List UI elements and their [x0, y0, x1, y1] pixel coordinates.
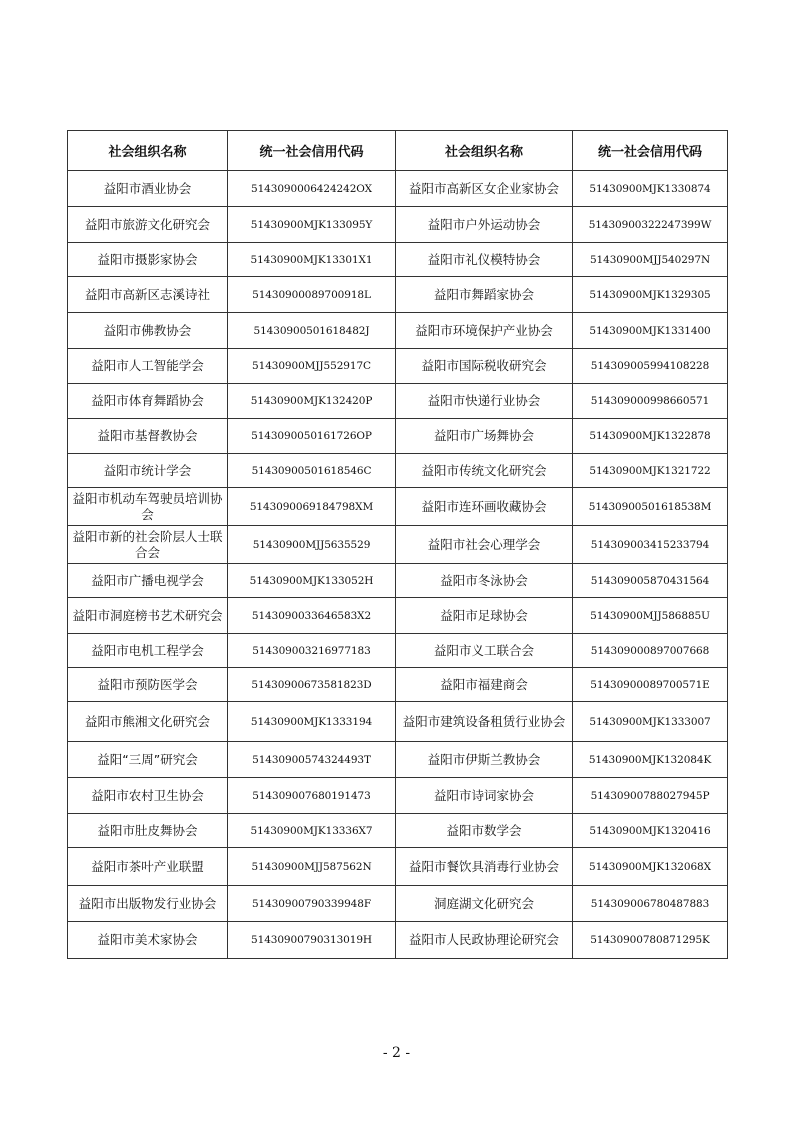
- credit-code-cell: 51430900MJK1330874: [573, 171, 728, 207]
- credit-code-cell: 51430900089700918L: [228, 277, 396, 313]
- credit-code-cell: 51430900MJJ540297N: [573, 243, 728, 277]
- credit-code-cell: 51430900587043​1564: [573, 564, 728, 598]
- credit-code-cell: 514309005016185​38M: [573, 488, 728, 526]
- credit-code-cell: 51430900099866057​1: [573, 384, 728, 419]
- org-name-cell: 益阳市洞庭榜书艺术研究会: [68, 598, 228, 634]
- credit-code-cell: 51430900501618546C: [228, 454, 396, 488]
- credit-code-cell: 51430900790339948F: [228, 886, 396, 922]
- table-row: [68, 886, 728, 922]
- org-name-cell: 益阳市农村卫生协会: [68, 778, 228, 814]
- table-row: [68, 564, 728, 598]
- credit-code-cell: 51430900MJJ587562N: [228, 848, 396, 886]
- org-name-cell: 益阳市快递行业协会: [396, 384, 573, 419]
- org-name-cell: 益阳市连环画收藏协会: [396, 488, 573, 526]
- col-header-org-name: 社会组织名称: [396, 131, 573, 171]
- org-name-cell: 益阳市高新区女企业家协会: [396, 171, 573, 207]
- table-row: [68, 598, 728, 634]
- org-name-cell: 益阳市舞蹈家协会: [396, 277, 573, 313]
- org-name-cell: 益阳市佛教协会: [68, 313, 228, 349]
- table-row: [68, 454, 728, 488]
- table-row: [68, 384, 728, 419]
- credit-code-cell: 51430900MJJ586885U: [573, 598, 728, 634]
- credit-code-cell: 51430900089700​7668: [573, 634, 728, 668]
- org-name-cell: 益阳市福建商会: [396, 668, 573, 702]
- org-name-cell: 益阳市预防医学会: [68, 668, 228, 702]
- credit-code-cell: 5143090008970057​1E: [573, 668, 728, 702]
- credit-code-cell: 51430900336465​83X2: [228, 598, 396, 634]
- table-row: [68, 313, 728, 349]
- table-row: [68, 277, 728, 313]
- org-name-cell: 益阳市基督教协会: [68, 419, 228, 454]
- org-name-cell: 益阳市肚皮舞协会: [68, 814, 228, 848]
- credit-code-cell: 514309006918479​8XM: [228, 488, 396, 526]
- org-name-cell: 益阳市户外运动协会: [396, 207, 573, 243]
- org-name-cell: 益阳市环境保护产业协会: [396, 313, 573, 349]
- org-name-cell: 洞庭湖文化研究会: [396, 886, 573, 922]
- org-name-cell: 益阳市传统文化研究会: [396, 454, 573, 488]
- org-name-cell: 益阳市数学会: [396, 814, 573, 848]
- org-name-cell: 益阳市出版物发行业协会: [68, 886, 228, 922]
- credit-code-cell: 51430900MJK13301X1: [228, 243, 396, 277]
- credit-code-cell: 51430900MJK1322878: [573, 419, 728, 454]
- org-name-cell: 益阳市高新区志溪诗社: [68, 277, 228, 313]
- org-name-cell: 益阳市机动车驾驶员培训协会: [68, 488, 228, 526]
- org-name-cell: 益阳市建筑设备租赁行业协会: [396, 702, 573, 742]
- org-name-cell: 益阳市电机工程学会: [68, 634, 228, 668]
- org-name-cell: 益阳市统计学会: [68, 454, 228, 488]
- org-name-cell: 益阳市国际税收研究会: [396, 349, 573, 384]
- credit-code-cell: 51430900MJK1321722: [573, 454, 728, 488]
- org-name-cell: 益阳市茶叶产业联盟: [68, 848, 228, 886]
- org-name-cell: 益阳市餐饮具消毒行业协会: [396, 848, 573, 886]
- org-name-cell: 益阳市摄影家协会: [68, 243, 228, 277]
- credit-code-cell: 51430900MJK132068X: [573, 848, 728, 886]
- org-name-cell: 益阳市广场舞协会: [396, 419, 573, 454]
- table-row: [68, 526, 728, 564]
- credit-code-cell: 51430900MJJ5635529: [228, 526, 396, 564]
- org-name-cell: 益阳市足球协会: [396, 598, 573, 634]
- credit-code-cell: 5143090076801914​73: [228, 778, 396, 814]
- org-name-cell: 益阳市熊湘文化研究会: [68, 702, 228, 742]
- org-name-cell: 益阳市冬泳协会: [396, 564, 573, 598]
- org-name-cell: 益阳“三周”研究会: [68, 742, 228, 778]
- table-row: [68, 668, 728, 702]
- credit-code-cell: 51430900MJK1333194: [228, 702, 396, 742]
- credit-code-cell: 51430900MJJ552917C: [228, 349, 396, 384]
- credit-code-cell: 514309005743244​93T: [228, 742, 396, 778]
- org-name-cell: 益阳市美术家协会: [68, 922, 228, 959]
- table-row: [68, 419, 728, 454]
- table-row: [68, 814, 728, 848]
- org-name-cell: 益阳市礼仪模特协会: [396, 243, 573, 277]
- credit-code-cell: 5143090050161726OP: [228, 419, 396, 454]
- table-row: [68, 922, 728, 959]
- table-row: [68, 207, 728, 243]
- registry-table: [67, 130, 728, 959]
- col-header-credit-code: 统一社会信用代码: [573, 131, 728, 171]
- table-row: [68, 702, 728, 742]
- org-name-cell: 益阳市诗词家协会: [396, 778, 573, 814]
- credit-code-cell: 51430900MJK1333007: [573, 702, 728, 742]
- table-row: [68, 848, 728, 886]
- org-name-cell: 益阳市伊斯兰教协会: [396, 742, 573, 778]
- credit-code-cell: 51430900599410​8228: [573, 349, 728, 384]
- credit-code-cell: 51430900MJK1329305: [573, 277, 728, 313]
- table-row: [68, 349, 728, 384]
- credit-code-cell: 51430900673581823D: [228, 668, 396, 702]
- credit-code-cell: 51430900MJK132084K: [573, 742, 728, 778]
- credit-code-cell: 514309003222473​99W: [573, 207, 728, 243]
- org-name-cell: 益阳市体育舞蹈协会: [68, 384, 228, 419]
- table-row: [68, 742, 728, 778]
- org-name-cell: 益阳市酒业协会: [68, 171, 228, 207]
- org-name-cell: 益阳市广播电视学会: [68, 564, 228, 598]
- header-row: [68, 131, 728, 171]
- page-number: - 2 -: [382, 1045, 411, 1061]
- credit-code-cell: 51430900790313019H: [228, 922, 396, 959]
- org-name-cell: 益阳市人工智能学会: [68, 349, 228, 384]
- credit-code-cell: 51430900780871295K: [573, 922, 728, 959]
- org-name-cell: 益阳市义工联合会: [396, 634, 573, 668]
- org-name-cell: 益阳市新的社会阶层人士联合会: [68, 526, 228, 564]
- credit-code-cell: 51430900MJK1320416: [573, 814, 728, 848]
- credit-code-cell: 51430900MJK133052H: [228, 564, 396, 598]
- credit-code-cell: 51430900MJK132420P: [228, 384, 396, 419]
- col-header-org-name: 社会组织名称: [68, 131, 228, 171]
- credit-code-cell: 514309007880279​45P: [573, 778, 728, 814]
- credit-code-cell: 51430900MJK13336X7: [228, 814, 396, 848]
- credit-code-cell: 51430900341523​3794: [573, 526, 728, 564]
- credit-code-cell: 51430900MJK1331400: [573, 313, 728, 349]
- table-row: [68, 171, 728, 207]
- org-name-cell: 益阳市社会心理学会: [396, 526, 573, 564]
- table-row: [68, 634, 728, 668]
- table-row: [68, 243, 728, 277]
- table-body: [68, 171, 728, 959]
- org-name-cell: 益阳市旅游文化研究会: [68, 207, 228, 243]
- table-row: [68, 778, 728, 814]
- table-row: [68, 488, 728, 526]
- org-name-cell: 益阳市人民政协理论研究会: [396, 922, 573, 959]
- credit-code-cell: 51430900MJK133095Y: [228, 207, 396, 243]
- credit-code-cell: 51430900321697​7183: [228, 634, 396, 668]
- credit-code-cell: 5143090006424242OX: [228, 171, 396, 207]
- col-header-credit-code: 统一社会信用代码: [228, 131, 396, 171]
- credit-code-cell: 514309006780487883: [573, 886, 728, 922]
- credit-code-cell: 514309005016184​82J: [228, 313, 396, 349]
